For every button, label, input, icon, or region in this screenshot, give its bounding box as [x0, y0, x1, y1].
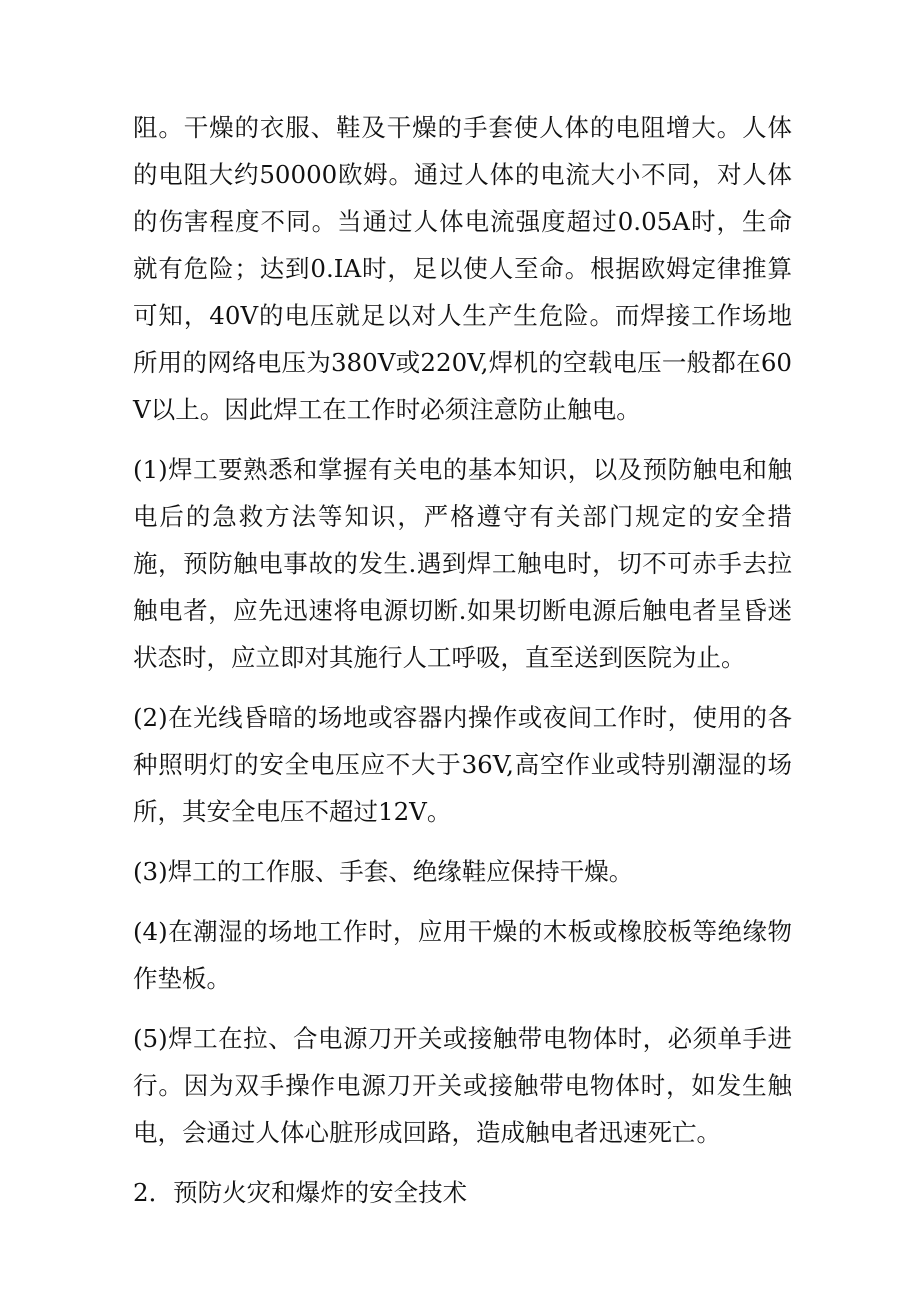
paragraph-item-1: (1)焊工要熟悉和掌握有关电的基本知识，以及预防触电和触电后的急救方法等知识，严格遵守有关部门规定的安全措施，预防触电事故的发生.遇到焊工触电时，切不可赤手去拉触电者，应先迅速将电源切断.如果切断电源后触电者呈昏迷状态时，应立即对其施行人工呼吸，直至送到医院为止。	[133, 455, 792, 672]
paragraph-electrocution-intro: 阻。干燥的衣服、鞋及干燥的手套使人体的电阻增大。人体的电阻大约50000欧姆。通过人体的电流大小不同，对人体的伤害程度不同。当通过人体电流强度超过0.05A时，生命就有危险；达到0.IA时，足以使人至命。根据欧姆定律推算可知，40V的电压就足以对人生产生危险。而焊接工作场地所用的网络电压为380V或220V,焊机的空载电压一般都在60V以上。因此焊工在工作时必须注意防止触电。	[133, 113, 792, 424]
paragraph-item-3: (3)焊工的工作服、手套、绝缘鞋应保持干燥。	[133, 857, 634, 886]
section-heading: 2．预防火灾和爆炸的安全技术	[133, 1178, 468, 1207]
paragraph-item-2: (2)在光线昏暗的场地或容器内操作或夜间工作时，使用的各种照明灯的安全电压应不大于36V,高空作业或特别潮湿的场所，其安全电压不超过12V。	[133, 703, 792, 826]
paragraph-item-4: (4)在潮湿的场地工作时，应用干燥的木板或橡胶板等绝缘物作垫板。	[133, 917, 792, 993]
paragraph-item-5: (5)焊工在拉、合电源刀开关或接触带电物体时，必须单手进行。因为双手操作电源刀开关或接触带电物体时，如发生触电，会通过人体心脏形成回路，造成触电者迅速死亡。	[133, 1024, 792, 1147]
